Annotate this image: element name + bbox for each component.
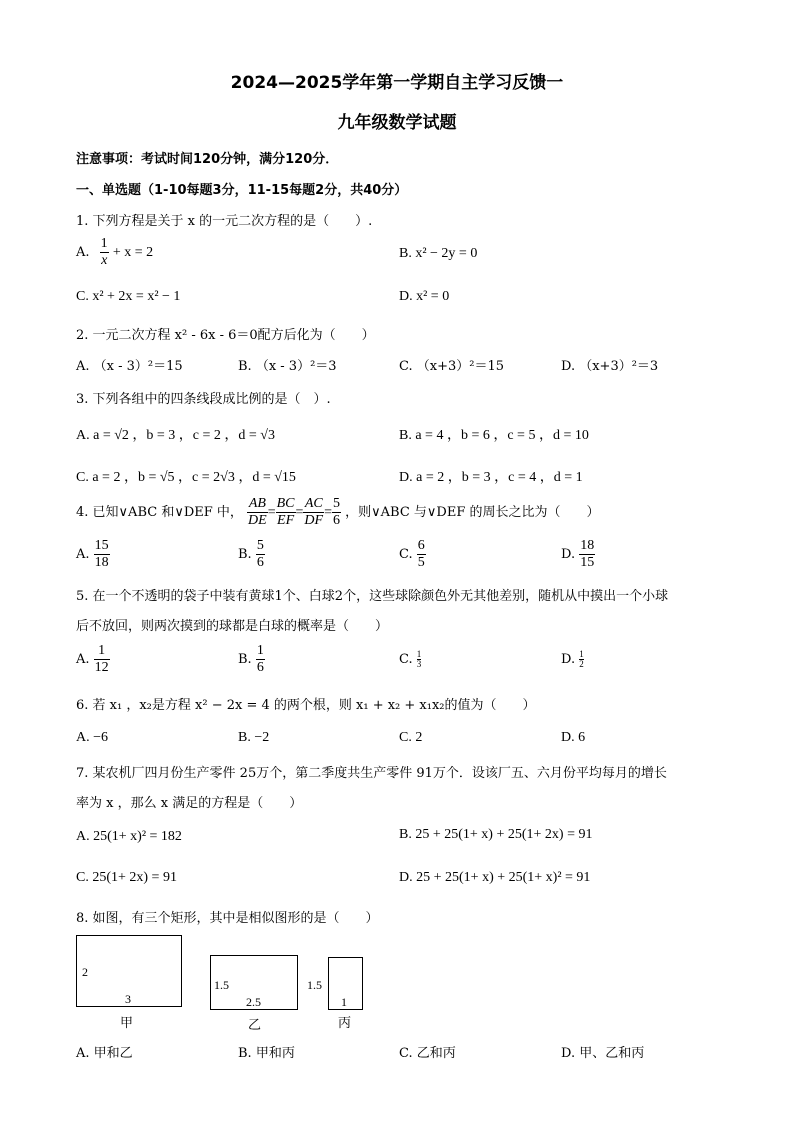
q4-f4n: 5	[333, 496, 340, 511]
q4-stem-pre: 4. 已知∨ABC 和∨DEF 中，	[76, 505, 243, 520]
q4-b-den: 6	[256, 555, 264, 570]
q5-a-num: 1	[94, 643, 110, 660]
q3-option-d: D. a = 2 ，b = 3 ，c = 4 ，d = 1	[399, 470, 583, 485]
q3-option-a: A. a = √2 ，b = 3 ，c = 2 ，d = √3	[76, 428, 275, 443]
q4-option-d	[561, 538, 595, 571]
q5-c-den: 3	[416, 659, 422, 669]
q8-stem: 8. 如图，有三个矩形，其中是相似图形的是（ ）	[76, 911, 379, 926]
q1-a-den: x	[101, 253, 108, 268]
q5-b-num: 1	[256, 643, 264, 658]
q1-stem: 1. 下列方程是关于 x 的一元二次方程的是（ ）.	[76, 214, 373, 229]
q4-f2n: BC	[276, 496, 295, 511]
q4-option-c	[399, 538, 426, 571]
q4-b-label: B.	[238, 547, 252, 562]
q7-option-d: D. 25 + 25(1+ x) + 25(1+ x)² = 91	[399, 870, 591, 885]
rect-bing-name: 丙	[338, 1015, 352, 1030]
q4-f4d: 6	[333, 513, 340, 528]
q6-option-b: B. −2	[238, 730, 270, 745]
q4-c-label: C.	[399, 547, 413, 562]
rect-jia-bottom: 3	[125, 992, 131, 1006]
q5-b-label: B.	[238, 652, 252, 667]
q5-option-a	[76, 643, 110, 676]
rect-bing-side: 1.5	[307, 978, 322, 992]
q5-c-label: C.	[399, 652, 413, 667]
q4-stem-post: ，则∨ABC 与∨DEF 的周长之比为（ ）	[345, 505, 600, 520]
section-heading: 一、单选题（1-10每题3分，11-15每题2分，共40分）	[76, 183, 408, 198]
q4-frac-5-6	[332, 496, 341, 529]
q1-option-a	[76, 236, 153, 269]
q5-a-den: 12	[94, 660, 109, 675]
q4-f1d: DE	[248, 513, 267, 528]
q3-option-b: B. a = 4 ，b = 6 ，c = 5 ，d = 10	[399, 428, 589, 443]
q4-d-den: 15	[580, 555, 595, 570]
q4-frac-ab-de	[247, 496, 268, 529]
q6-option-d: D. 6	[561, 730, 586, 745]
rect-yi-side: 1.5	[214, 978, 229, 992]
notice: 注意事项：考试时间120分钟，满分120分．	[76, 152, 339, 167]
q5-d-den: 2	[579, 659, 584, 669]
q4-c-den: 5	[417, 555, 425, 570]
q6-option-a: A. −6	[76, 730, 109, 745]
q4-stem: 4. 已知∨ABC 和∨DEF 中， $\frac{AB}{DE}$ = $\frac{BC}{EF}$ = $\frac{AC}{DF}$ = $\frac{5}{6}$ ，则∨ABC 与∨DEF 的周长之比为（ ）	[76, 496, 600, 528]
q4-f3d: DF	[304, 513, 324, 528]
q5-line1: 5. 在一个不透明的袋子中装有黄球1个、白球2个，这些球除颜色外无其他差别，随机从中摸出一个小球	[76, 589, 669, 604]
q1-a-label: A.	[76, 245, 90, 260]
q7-option-c: C. 25(1+ 2x) = 91	[76, 870, 177, 885]
q5-a-label: A.	[76, 652, 90, 667]
q6-option-c: C. 2	[399, 730, 423, 745]
rect-yi-bottom: 2.5	[246, 995, 261, 1009]
q8-option-b: B. 甲和丙	[238, 1046, 295, 1061]
q4-f2d: EF	[277, 513, 295, 528]
q4-frac-ac-df	[303, 496, 324, 529]
q5-d-label: D.	[561, 652, 576, 667]
q7-option-a: A. 25(1+ x)² = 182	[76, 829, 182, 844]
q5-line2: 后不放回，则两次摸到的球都是白球的概率是（ ）	[76, 619, 389, 634]
q1-a-num: 1	[100, 236, 108, 251]
rect-bing-bottom: 1	[341, 995, 347, 1009]
q8-option-a: A. 甲和乙	[76, 1046, 133, 1061]
q1-a-fraction	[100, 236, 109, 269]
q4-b-num: 5	[256, 538, 264, 553]
q4-d-label: D.	[561, 547, 576, 562]
q5-option-d	[561, 650, 584, 669]
q4-d-num: 18	[580, 538, 595, 553]
q3-option-c: C. a = 2 ，b = √5 ，c = 2√3 ，d = √15	[76, 470, 296, 485]
q2-option-a: A. （x - 3）²＝15	[76, 359, 183, 374]
exam-subtitle: 九年级数学试题	[337, 113, 457, 133]
q5-option-b	[238, 643, 265, 676]
exam-title: 2024—2025学年第一学期自主学习反馈一	[230, 73, 564, 93]
q4-a-num: 15	[94, 538, 109, 553]
q6-stem: 6. 若 x₁ ，x₂是方程 x² − 2x = 4 的两个根，则 x₁ + x₂ + x₁x₂的值为（ ）	[76, 698, 536, 713]
q5-b-den: 6	[256, 660, 264, 675]
q4-f1n: AB	[248, 496, 266, 511]
q2-stem: 2. 一元二次方程 x² - 6x - 6＝0配方后化为（ ）	[76, 328, 375, 343]
rect-jia-name: 甲	[120, 1015, 134, 1030]
q1-a-rest: + x = 2	[112, 245, 154, 260]
q4-frac-bc-ef	[276, 496, 296, 529]
q4-option-a	[76, 538, 110, 571]
q3-stem: 3. 下列各组中的四条线段成比例的是（ ）.	[76, 392, 331, 407]
q7-option-b: B. 25 + 25(1+ x) + 25(1+ 2x) = 91	[399, 827, 593, 842]
q5-option-c	[399, 650, 421, 669]
rect-yi-name: 乙	[248, 1017, 262, 1032]
q7-line1: 7. 某农机厂四月份生产零件 25万个，第二季度共生产零件 91万个．设该厂五、六月份平均每月的增长	[76, 766, 667, 781]
q1-option-c: C. x² + 2x = x² − 1	[76, 289, 181, 304]
q5-d-num: 1	[579, 649, 584, 659]
q4-a-den: 18	[94, 555, 109, 570]
q2-option-c: C. （x+3）²＝15	[399, 359, 504, 374]
q2-option-b: B. （x - 3）²＝3	[238, 359, 337, 374]
q4-f3n: AC	[304, 496, 323, 511]
q5-c-num: 1	[416, 649, 422, 659]
q4-a-label: A.	[76, 547, 90, 562]
q4-option-b	[238, 538, 265, 571]
q8-option-c: C. 乙和丙	[399, 1046, 456, 1061]
q8-option-d: D. 甲、乙和丙	[561, 1046, 645, 1061]
q1-option-b: B. x² − 2y = 0	[399, 246, 478, 261]
q7-line2: 率为 x ，那么 x 满足的方程是（ ）	[76, 796, 303, 811]
q1-option-d: D. x² = 0	[399, 289, 450, 304]
q2-option-d: D. （x+3）²＝3	[561, 359, 659, 374]
q4-c-num: 6	[417, 538, 425, 553]
rect-jia-side: 2	[82, 965, 88, 979]
